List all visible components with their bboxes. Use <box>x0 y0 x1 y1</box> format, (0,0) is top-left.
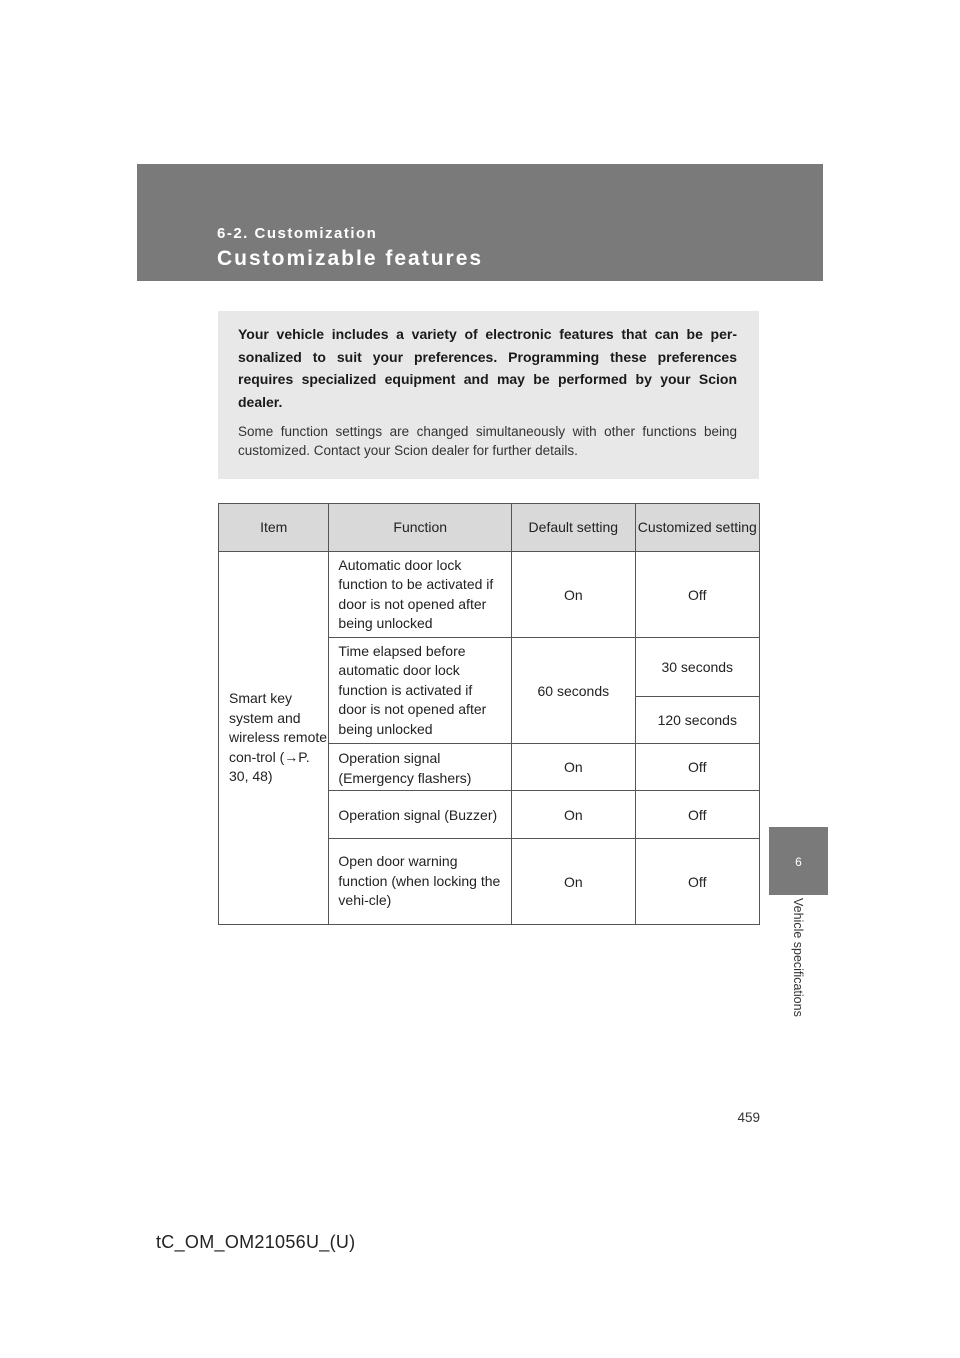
customized-cell: Off <box>635 744 759 791</box>
function-cell: Automatic door lock function to be activated if door is not opened after being unlocked <box>329 552 512 638</box>
intro-box <box>218 311 759 479</box>
function-cell: Operation signal (Emergency flashers) <box>329 744 512 791</box>
chapter-tab <box>769 827 828 895</box>
default-cell: On <box>512 744 635 791</box>
customized-cell: 30 seconds <box>635 638 759 697</box>
customized-cell: Off <box>635 552 759 638</box>
item-cell: Smart key system and wireless remote con-trol (→P. 30, 48) <box>219 552 329 925</box>
header-function: Function <box>329 504 512 552</box>
customized-cell: Off <box>635 791 759 839</box>
function-cell: Time elapsed before automatic door lock function is activated if door is not opened after being unlocked <box>329 638 512 744</box>
section-label: 6-2. Customization <box>217 225 378 242</box>
header-default: Default setting <box>512 504 635 552</box>
customized-cell: 120 seconds <box>635 697 759 744</box>
header-item: Item <box>219 504 329 552</box>
intro-note-text: Some function settings are changed simultaneously with other functions being customized. Contact your Scion dealer for further details. <box>238 424 737 458</box>
table-header-row <box>219 504 760 552</box>
page-title: Customizable features <box>217 247 484 270</box>
chapter-label-text: Vehicle specifications <box>791 898 805 1017</box>
document-code: tC_OM_OM21056U_(U) <box>156 1232 356 1252</box>
customized-cell: Off <box>635 839 759 925</box>
customization-table <box>218 503 760 925</box>
function-cell: Operation signal (Buzzer) <box>329 791 512 839</box>
section-header-band <box>137 164 823 281</box>
function-cell: Open door warning function (when locking the vehi-cle) <box>329 839 512 925</box>
default-cell: On <box>512 791 635 839</box>
page-number: 459 <box>737 1110 760 1125</box>
default-cell: On <box>512 839 635 925</box>
chapter-number: 6 <box>795 855 802 869</box>
chapter-label <box>790 898 808 1048</box>
intro-bold-text: Your vehicle includes a variety of electronic features that can be per-sonalized to suit your preferences. Programming these preferences requires specialized equipment and may be performed by your Scion dealer. <box>238 326 737 410</box>
header-customized: Customized setting <box>635 504 759 552</box>
default-cell: 60 seconds <box>512 638 635 744</box>
table-row <box>219 552 760 638</box>
default-cell: On <box>512 552 635 638</box>
